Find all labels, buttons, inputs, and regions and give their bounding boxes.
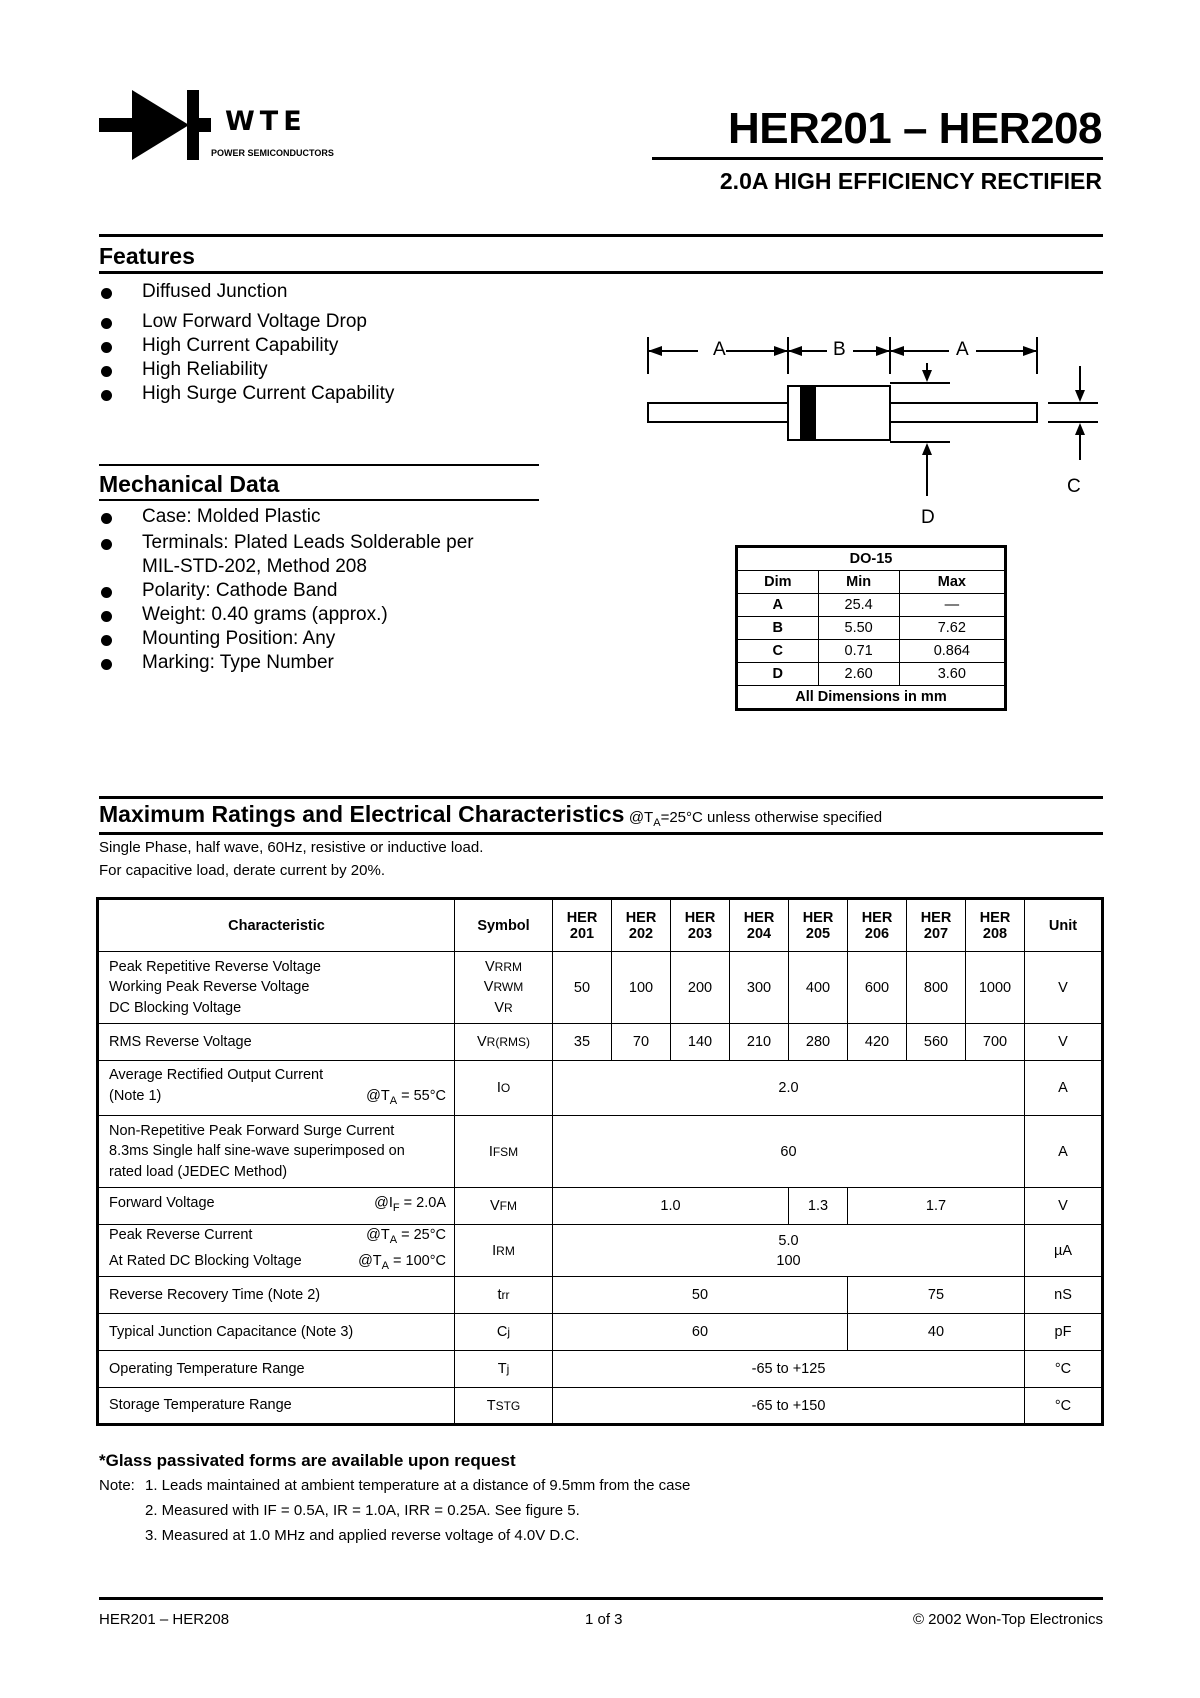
list-item: Diffused Junction bbox=[99, 281, 394, 311]
unit-header: Unit bbox=[1025, 899, 1103, 952]
mechanical-list bbox=[99, 506, 474, 676]
footer-rule bbox=[99, 1597, 1103, 1600]
title-divider bbox=[652, 157, 1103, 160]
glass-passivated-note: *Glass passivated forms are available upon request bbox=[99, 1451, 516, 1470]
list-item: Case: Molded Plastic bbox=[99, 506, 474, 532]
footer-left: HER201 – HER208 bbox=[99, 1611, 230, 1628]
note-2: 2. Measured with IF = 0.5A, IR = 1.0A, IRR = 0.25A. See figure 5. bbox=[145, 1502, 580, 1519]
ratings-top-rule bbox=[99, 796, 1103, 799]
dim-header: Dim bbox=[737, 571, 819, 594]
table-row: Operating Temperature Range Tj -65 to +125 °C bbox=[98, 1351, 1103, 1388]
part-header: HER 202 bbox=[612, 899, 671, 952]
part-header: HER 206 bbox=[848, 899, 907, 952]
ratings-note-1: Single Phase, half wave, 60Hz, resistive or inductive load. bbox=[99, 839, 484, 856]
ratings-note-2: For capacitive load, derate current by 20%. bbox=[99, 862, 385, 879]
dim-label-b: B bbox=[833, 339, 846, 360]
list-item: MIL-STD-202, Method 208 bbox=[142, 556, 367, 577]
brand-name: WTE bbox=[225, 106, 307, 137]
list-item: Marking: Type Number bbox=[99, 652, 474, 676]
table-row: Peak Repetitive Reverse Voltage Working Peak Reverse Voltage DC Blocking Voltage VRRM VRWM VR 50 100 200 300 400 600 800 1000 V bbox=[98, 952, 1103, 1024]
ratings-heading-line bbox=[99, 801, 882, 829]
package-outline-diagram bbox=[640, 330, 1120, 530]
page-title: HER201 – HER208 bbox=[727, 104, 1102, 153]
table-row: A 25.4 — bbox=[737, 594, 1006, 617]
list-item: Terminals: Plated Leads Solderable per bbox=[99, 532, 474, 556]
mechanical-top-rule bbox=[99, 464, 539, 466]
list-item: Weight: 0.40 grams (approx.) bbox=[99, 604, 474, 628]
table-row: B 5.50 7.62 bbox=[737, 617, 1006, 640]
list-item: Mounting Position: Any bbox=[99, 628, 474, 652]
table-row: RMS Reverse Voltage VR(RMS) 35 70 140 210 280 420 560 700 V bbox=[98, 1024, 1103, 1061]
table-row: Storage Temperature Range TSTG -65 to +150 °C bbox=[98, 1388, 1103, 1425]
symbol-header: Symbol bbox=[455, 899, 553, 952]
part-header: HER 203 bbox=[671, 899, 730, 952]
note-1: 1. Leads maintained at ambient temperature at a distance of 9.5mm from the case bbox=[145, 1477, 691, 1494]
page-number: 1 of 3 bbox=[585, 1611, 623, 1628]
list-item: Low Forward Voltage Drop bbox=[99, 311, 394, 335]
company-logo bbox=[99, 88, 359, 168]
dimension-table bbox=[735, 545, 1007, 711]
table-header-row bbox=[98, 899, 1103, 952]
list-item: Polarity: Cathode Band bbox=[99, 580, 474, 604]
brand-tagline: POWER SEMICONDUCTORS bbox=[211, 148, 334, 158]
notes-label: Note: bbox=[99, 1477, 135, 1494]
table-row: Average Rectified Output Current (Note 1) $@T_A = 55^\circ C$ IO 2.0 A bbox=[98, 1061, 1103, 1116]
dim-label-a-left: A bbox=[713, 339, 726, 360]
table-row: Typical Junction Capacitance (Note 3) Cj 60 40 pF bbox=[98, 1314, 1103, 1351]
ratings-heading: Maximum Ratings and Electrical Characteristics bbox=[99, 801, 625, 827]
table-row: Non-Repetitive Peak Forward Surge Current 8.3ms Single half sine-wave superimposed on rated load (JEDEC Method) IFSM 60 A bbox=[98, 1116, 1103, 1188]
list-item: High Surge Current Capability bbox=[99, 383, 394, 407]
mechanical-heading: Mechanical Data bbox=[99, 471, 280, 497]
features-bottom-rule bbox=[99, 271, 1103, 274]
ratings-bottom-rule bbox=[99, 832, 1103, 835]
table-row: Peak Reverse Current $@T_A = 25^\circ C$ At Rated DC Blocking Voltage $@T_A = 100^\circ C$ IRM 5.0 100 µA bbox=[98, 1225, 1103, 1277]
part-header: HER 204 bbox=[730, 899, 789, 952]
part-header: HER 207 bbox=[907, 899, 966, 952]
features-list bbox=[99, 281, 394, 407]
min-header: Min bbox=[818, 571, 899, 594]
list-item: High Current Capability bbox=[99, 335, 394, 359]
part-header: HER 201 bbox=[553, 899, 612, 952]
dim-label-c: C bbox=[1067, 476, 1081, 497]
features-heading: Features bbox=[99, 243, 195, 269]
ratings-table bbox=[96, 897, 1104, 1426]
list-item: High Reliability bbox=[99, 359, 394, 383]
table-row: D 2.60 3.60 bbox=[737, 663, 1006, 686]
part-header: HER 205 bbox=[789, 899, 848, 952]
features-top-rule bbox=[99, 234, 1103, 237]
table-row: Forward Voltage $@I_F = 2.0A$ VFM 1.0 1.3 1.7 V bbox=[98, 1188, 1103, 1225]
table-row: C 0.71 0.864 bbox=[737, 640, 1006, 663]
ratings-condition: $@T_A=25^\circ C$ unless otherwise specified bbox=[628, 809, 883, 829]
characteristic-header: Characteristic bbox=[98, 899, 455, 952]
dim-label-a-right: A bbox=[956, 339, 969, 360]
max-header: Max bbox=[899, 571, 1005, 594]
part-header: HER 208 bbox=[966, 899, 1025, 952]
mechanical-bottom-rule bbox=[99, 499, 539, 501]
note-3: 3. Measured at 1.0 MHz and applied reverse voltage of 4.0V D.C. bbox=[145, 1527, 580, 1544]
footer-copyright: © 2002 Won-Top Electronics bbox=[912, 1611, 1103, 1628]
table-row: Reverse Recovery Time (Note 2) trr 50 75 nS bbox=[98, 1277, 1103, 1314]
dim-table-footer: All Dimensions in mm bbox=[737, 686, 1006, 710]
dim-label-d: D bbox=[921, 507, 935, 528]
dim-table-title: DO-15 bbox=[737, 547, 1006, 571]
page-subtitle: 2.0A HIGH EFFICIENCY RECTIFIER bbox=[719, 168, 1102, 194]
